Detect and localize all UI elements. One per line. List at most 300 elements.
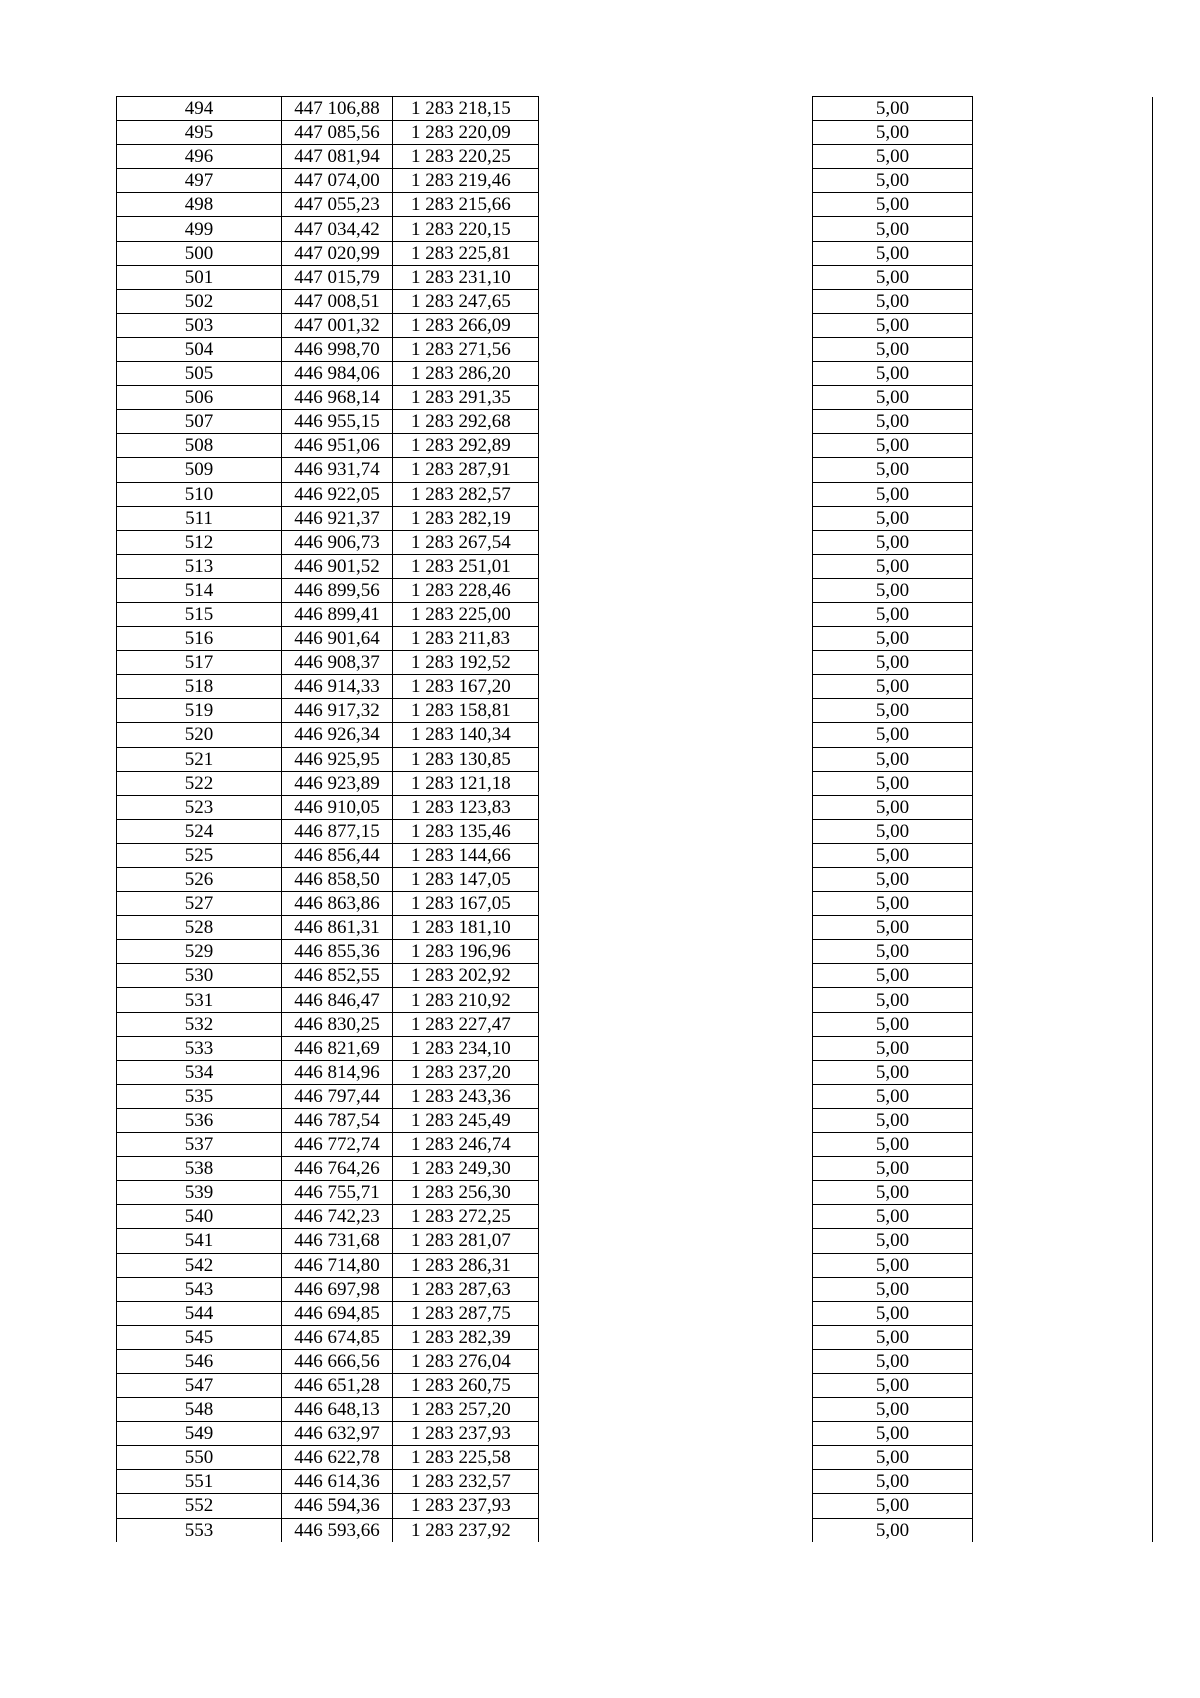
empty-cell [973, 627, 1153, 651]
table-row [117, 169, 1153, 193]
table-row [117, 530, 1153, 554]
empty-cell [539, 97, 813, 121]
table-row [117, 675, 1153, 699]
table-row [117, 1325, 1153, 1349]
y-coordinate-cell: 1 283 282,19 [393, 506, 539, 530]
y-coordinate-cell: 1 283 211,83 [393, 627, 539, 651]
y-coordinate-cell: 1 283 237,20 [393, 1060, 539, 1084]
value-cell: 5,00 [813, 843, 973, 867]
empty-cell [539, 747, 813, 771]
x-coordinate-cell: 446 797,44 [282, 1084, 393, 1108]
value-cell: 5,00 [813, 458, 973, 482]
y-coordinate-cell: 1 283 215,66 [393, 193, 539, 217]
x-coordinate-cell: 446 614,36 [282, 1470, 393, 1494]
table-row [117, 723, 1153, 747]
empty-cell [973, 458, 1153, 482]
empty-cell [539, 554, 813, 578]
empty-cell [973, 482, 1153, 506]
y-coordinate-cell: 1 283 220,15 [393, 217, 539, 241]
table-row [117, 868, 1153, 892]
table-row [117, 289, 1153, 313]
x-coordinate-cell: 447 106,88 [282, 97, 393, 121]
y-coordinate-cell: 1 283 286,20 [393, 362, 539, 386]
x-coordinate-cell: 446 772,74 [282, 1133, 393, 1157]
table-row [117, 1012, 1153, 1036]
table-row [117, 1181, 1153, 1205]
table-row [117, 916, 1153, 940]
point-number-cell: 508 [117, 434, 282, 458]
empty-cell [973, 193, 1153, 217]
x-coordinate-cell: 447 055,23 [282, 193, 393, 217]
empty-cell [973, 1325, 1153, 1349]
y-coordinate-cell: 1 283 218,15 [393, 97, 539, 121]
y-coordinate-cell: 1 283 123,83 [393, 795, 539, 819]
empty-cell [973, 169, 1153, 193]
value-cell: 5,00 [813, 1277, 973, 1301]
table-row [117, 458, 1153, 482]
x-coordinate-cell: 446 925,95 [282, 747, 393, 771]
empty-cell [973, 1277, 1153, 1301]
point-number-cell: 507 [117, 410, 282, 434]
table-row [117, 1518, 1153, 1542]
value-cell: 5,00 [813, 434, 973, 458]
x-coordinate-cell: 446 821,69 [282, 1036, 393, 1060]
point-number-cell: 519 [117, 699, 282, 723]
table-row [117, 747, 1153, 771]
value-cell: 5,00 [813, 217, 973, 241]
empty-cell [539, 819, 813, 843]
point-number-cell: 548 [117, 1398, 282, 1422]
point-number-cell: 553 [117, 1518, 282, 1542]
table-row [117, 145, 1153, 169]
y-coordinate-cell: 1 283 220,09 [393, 121, 539, 145]
empty-cell [539, 1253, 813, 1277]
x-coordinate-cell: 447 015,79 [282, 265, 393, 289]
empty-cell [973, 1229, 1153, 1253]
value-cell: 5,00 [813, 193, 973, 217]
x-coordinate-cell: 446 632,97 [282, 1422, 393, 1446]
value-cell: 5,00 [813, 337, 973, 361]
value-cell: 5,00 [813, 699, 973, 723]
table-row [117, 1373, 1153, 1397]
point-number-cell: 516 [117, 627, 282, 651]
empty-cell [539, 410, 813, 434]
point-number-cell: 533 [117, 1036, 282, 1060]
y-coordinate-cell: 1 283 272,25 [393, 1205, 539, 1229]
x-coordinate-cell: 446 914,33 [282, 675, 393, 699]
value-cell: 5,00 [813, 410, 973, 434]
y-coordinate-cell: 1 283 282,57 [393, 482, 539, 506]
x-coordinate-cell: 446 899,56 [282, 578, 393, 602]
value-cell: 5,00 [813, 1301, 973, 1325]
value-cell: 5,00 [813, 362, 973, 386]
table-row [117, 265, 1153, 289]
y-coordinate-cell: 1 283 144,66 [393, 843, 539, 867]
x-coordinate-cell: 446 984,06 [282, 362, 393, 386]
table-row [117, 578, 1153, 602]
empty-cell [973, 723, 1153, 747]
point-number-cell: 530 [117, 964, 282, 988]
table-row [117, 1253, 1153, 1277]
x-coordinate-cell: 446 856,44 [282, 843, 393, 867]
y-coordinate-cell: 1 283 167,20 [393, 675, 539, 699]
value-cell: 5,00 [813, 1205, 973, 1229]
y-coordinate-cell: 1 283 276,04 [393, 1349, 539, 1373]
x-coordinate-cell: 446 674,85 [282, 1325, 393, 1349]
x-coordinate-cell: 446 714,80 [282, 1253, 393, 1277]
x-coordinate-cell: 447 081,94 [282, 145, 393, 169]
x-coordinate-cell: 446 830,25 [282, 1012, 393, 1036]
y-coordinate-cell: 1 283 286,31 [393, 1253, 539, 1277]
empty-cell [973, 1133, 1153, 1157]
point-number-cell: 535 [117, 1084, 282, 1108]
table-row [117, 1494, 1153, 1518]
y-coordinate-cell: 1 283 287,75 [393, 1301, 539, 1325]
x-coordinate-cell: 447 074,00 [282, 169, 393, 193]
value-cell: 5,00 [813, 916, 973, 940]
y-coordinate-cell: 1 283 181,10 [393, 916, 539, 940]
point-number-cell: 497 [117, 169, 282, 193]
empty-cell [539, 434, 813, 458]
y-coordinate-cell: 1 283 231,10 [393, 265, 539, 289]
empty-cell [973, 1373, 1153, 1397]
y-coordinate-cell: 1 283 227,47 [393, 1012, 539, 1036]
value-cell: 5,00 [813, 1349, 973, 1373]
table-row [117, 988, 1153, 1012]
y-coordinate-cell: 1 283 196,96 [393, 940, 539, 964]
empty-cell [973, 747, 1153, 771]
empty-cell [539, 1398, 813, 1422]
empty-cell [973, 362, 1153, 386]
point-number-cell: 495 [117, 121, 282, 145]
x-coordinate-cell: 446 923,89 [282, 771, 393, 795]
empty-cell [539, 337, 813, 361]
value-cell: 5,00 [813, 723, 973, 747]
empty-cell [539, 121, 813, 145]
value-cell: 5,00 [813, 530, 973, 554]
empty-cell [973, 313, 1153, 337]
value-cell: 5,00 [813, 169, 973, 193]
table-row [117, 1157, 1153, 1181]
point-number-cell: 542 [117, 1253, 282, 1277]
value-cell: 5,00 [813, 1181, 973, 1205]
point-number-cell: 496 [117, 145, 282, 169]
empty-cell [539, 843, 813, 867]
table-row [117, 1205, 1153, 1229]
y-coordinate-cell: 1 283 292,68 [393, 410, 539, 434]
table-row [117, 940, 1153, 964]
table-row [117, 410, 1153, 434]
value-cell: 5,00 [813, 1157, 973, 1181]
y-coordinate-cell: 1 283 256,30 [393, 1181, 539, 1205]
table-row [117, 627, 1153, 651]
empty-cell [973, 1012, 1153, 1036]
table-row [117, 482, 1153, 506]
value-cell: 5,00 [813, 964, 973, 988]
y-coordinate-cell: 1 283 234,10 [393, 1036, 539, 1060]
table-row [117, 1108, 1153, 1132]
point-number-cell: 494 [117, 97, 282, 121]
value-cell: 5,00 [813, 747, 973, 771]
value-cell: 5,00 [813, 578, 973, 602]
empty-cell [539, 578, 813, 602]
x-coordinate-cell: 446 622,78 [282, 1446, 393, 1470]
point-number-cell: 538 [117, 1157, 282, 1181]
empty-cell [973, 892, 1153, 916]
empty-cell [539, 1181, 813, 1205]
x-coordinate-cell: 446 998,70 [282, 337, 393, 361]
value-cell: 5,00 [813, 1253, 973, 1277]
empty-cell [973, 289, 1153, 313]
point-number-cell: 499 [117, 217, 282, 241]
x-coordinate-cell: 446 901,52 [282, 554, 393, 578]
table-row [117, 795, 1153, 819]
value-cell: 5,00 [813, 1494, 973, 1518]
empty-cell [539, 265, 813, 289]
x-coordinate-cell: 446 926,34 [282, 723, 393, 747]
value-cell: 5,00 [813, 241, 973, 265]
point-number-cell: 522 [117, 771, 282, 795]
y-coordinate-cell: 1 283 281,07 [393, 1229, 539, 1253]
value-cell: 5,00 [813, 627, 973, 651]
empty-cell [973, 675, 1153, 699]
x-coordinate-cell: 446 814,96 [282, 1060, 393, 1084]
y-coordinate-cell: 1 283 251,01 [393, 554, 539, 578]
empty-cell [973, 121, 1153, 145]
empty-cell [539, 723, 813, 747]
value-cell: 5,00 [813, 1108, 973, 1132]
empty-cell [539, 1108, 813, 1132]
x-coordinate-cell: 446 651,28 [282, 1373, 393, 1397]
x-coordinate-cell: 446 951,06 [282, 434, 393, 458]
y-coordinate-cell: 1 283 267,54 [393, 530, 539, 554]
point-number-cell: 528 [117, 916, 282, 940]
x-coordinate-cell: 446 694,85 [282, 1301, 393, 1325]
x-coordinate-cell: 446 901,64 [282, 627, 393, 651]
table-row [117, 313, 1153, 337]
empty-cell [539, 1325, 813, 1349]
point-number-cell: 529 [117, 940, 282, 964]
table-row [117, 1398, 1153, 1422]
x-coordinate-cell: 446 910,05 [282, 795, 393, 819]
x-coordinate-cell: 446 764,26 [282, 1157, 393, 1181]
y-coordinate-cell: 1 283 140,34 [393, 723, 539, 747]
empty-cell [973, 506, 1153, 530]
empty-cell [539, 1301, 813, 1325]
empty-cell [973, 1301, 1153, 1325]
y-coordinate-cell: 1 283 243,36 [393, 1084, 539, 1108]
y-coordinate-cell: 1 283 130,85 [393, 747, 539, 771]
empty-cell [539, 1470, 813, 1494]
empty-cell [539, 795, 813, 819]
point-number-cell: 511 [117, 506, 282, 530]
y-coordinate-cell: 1 283 232,57 [393, 1470, 539, 1494]
point-number-cell: 546 [117, 1349, 282, 1373]
x-coordinate-cell: 446 858,50 [282, 868, 393, 892]
point-number-cell: 506 [117, 386, 282, 410]
empty-cell [539, 1422, 813, 1446]
point-number-cell: 505 [117, 362, 282, 386]
empty-cell [539, 289, 813, 313]
point-number-cell: 551 [117, 1470, 282, 1494]
y-coordinate-cell: 1 283 282,39 [393, 1325, 539, 1349]
empty-cell [973, 1036, 1153, 1060]
empty-cell [539, 627, 813, 651]
empty-cell [973, 1205, 1153, 1229]
empty-cell [539, 771, 813, 795]
empty-cell [973, 578, 1153, 602]
value-cell: 5,00 [813, 940, 973, 964]
point-number-cell: 521 [117, 747, 282, 771]
value-cell: 5,00 [813, 1084, 973, 1108]
value-cell: 5,00 [813, 1060, 973, 1084]
value-cell: 5,00 [813, 289, 973, 313]
y-coordinate-cell: 1 283 266,09 [393, 313, 539, 337]
empty-cell [539, 1518, 813, 1542]
point-number-cell: 540 [117, 1205, 282, 1229]
value-cell: 5,00 [813, 506, 973, 530]
empty-cell [539, 988, 813, 1012]
value-cell: 5,00 [813, 651, 973, 675]
table-row [117, 1422, 1153, 1446]
point-number-cell: 532 [117, 1012, 282, 1036]
empty-cell [973, 241, 1153, 265]
value-cell: 5,00 [813, 97, 973, 121]
x-coordinate-cell: 446 917,32 [282, 699, 393, 723]
x-coordinate-cell: 446 855,36 [282, 940, 393, 964]
table-row [117, 819, 1153, 843]
y-coordinate-cell: 1 283 210,92 [393, 988, 539, 1012]
table-row [117, 1277, 1153, 1301]
point-number-cell: 539 [117, 1181, 282, 1205]
point-number-cell: 510 [117, 482, 282, 506]
empty-cell [539, 217, 813, 241]
empty-cell [973, 771, 1153, 795]
point-number-cell: 552 [117, 1494, 282, 1518]
empty-cell [539, 1494, 813, 1518]
value-cell: 5,00 [813, 1012, 973, 1036]
empty-cell [973, 337, 1153, 361]
y-coordinate-cell: 1 283 287,63 [393, 1277, 539, 1301]
empty-cell [973, 265, 1153, 289]
empty-cell [539, 482, 813, 506]
y-coordinate-cell: 1 283 237,93 [393, 1494, 539, 1518]
empty-cell [539, 1157, 813, 1181]
table-row [117, 1133, 1153, 1157]
y-coordinate-cell: 1 283 121,18 [393, 771, 539, 795]
empty-cell [973, 386, 1153, 410]
point-number-cell: 513 [117, 554, 282, 578]
empty-cell [973, 1470, 1153, 1494]
empty-cell [539, 1084, 813, 1108]
point-number-cell: 549 [117, 1422, 282, 1446]
table-row [117, 1301, 1153, 1325]
empty-cell [539, 241, 813, 265]
x-coordinate-cell: 446 755,71 [282, 1181, 393, 1205]
value-cell: 5,00 [813, 1422, 973, 1446]
empty-cell [539, 868, 813, 892]
point-number-cell: 509 [117, 458, 282, 482]
empty-cell [973, 1494, 1153, 1518]
table-row [117, 554, 1153, 578]
empty-cell [973, 868, 1153, 892]
value-cell: 5,00 [813, 313, 973, 337]
y-coordinate-cell: 1 283 260,75 [393, 1373, 539, 1397]
value-cell: 5,00 [813, 675, 973, 699]
y-coordinate-cell: 1 283 245,49 [393, 1108, 539, 1132]
y-coordinate-cell: 1 283 228,46 [393, 578, 539, 602]
value-cell: 5,00 [813, 868, 973, 892]
empty-cell [539, 651, 813, 675]
empty-cell [973, 819, 1153, 843]
x-coordinate-cell: 446 899,41 [282, 602, 393, 626]
y-coordinate-cell: 1 283 246,74 [393, 1133, 539, 1157]
empty-cell [539, 530, 813, 554]
empty-cell [973, 217, 1153, 241]
empty-cell [973, 940, 1153, 964]
table-row [117, 1446, 1153, 1470]
empty-cell [539, 458, 813, 482]
table-row [117, 1349, 1153, 1373]
x-coordinate-cell: 446 648,13 [282, 1398, 393, 1422]
y-coordinate-cell: 1 283 192,52 [393, 651, 539, 675]
y-coordinate-cell: 1 283 135,46 [393, 819, 539, 843]
point-number-cell: 524 [117, 819, 282, 843]
x-coordinate-cell: 446 921,37 [282, 506, 393, 530]
y-coordinate-cell: 1 283 287,91 [393, 458, 539, 482]
value-cell: 5,00 [813, 1518, 973, 1542]
coordinates-table [116, 96, 1153, 1542]
table-row [117, 97, 1153, 121]
empty-cell [539, 1349, 813, 1373]
empty-cell [973, 1181, 1153, 1205]
table-row [117, 1084, 1153, 1108]
empty-cell [539, 1446, 813, 1470]
point-number-cell: 515 [117, 602, 282, 626]
x-coordinate-cell: 446 931,74 [282, 458, 393, 482]
empty-cell [973, 964, 1153, 988]
table-row [117, 217, 1153, 241]
point-number-cell: 527 [117, 892, 282, 916]
empty-cell [973, 434, 1153, 458]
empty-cell [539, 964, 813, 988]
empty-cell [973, 1398, 1153, 1422]
y-coordinate-cell: 1 283 247,65 [393, 289, 539, 313]
empty-cell [539, 1229, 813, 1253]
x-coordinate-cell: 446 968,14 [282, 386, 393, 410]
x-coordinate-cell: 446 697,98 [282, 1277, 393, 1301]
value-cell: 5,00 [813, 554, 973, 578]
empty-cell [539, 699, 813, 723]
table-row [117, 602, 1153, 626]
x-coordinate-cell: 446 852,55 [282, 964, 393, 988]
empty-cell [973, 651, 1153, 675]
x-coordinate-cell: 446 863,86 [282, 892, 393, 916]
empty-cell [539, 1205, 813, 1229]
x-coordinate-cell: 446 922,05 [282, 482, 393, 506]
value-cell: 5,00 [813, 1373, 973, 1397]
empty-cell [973, 1422, 1153, 1446]
value-cell: 5,00 [813, 819, 973, 843]
y-coordinate-cell: 1 283 292,89 [393, 434, 539, 458]
empty-cell [973, 988, 1153, 1012]
empty-cell [973, 1108, 1153, 1132]
point-number-cell: 518 [117, 675, 282, 699]
table-row [117, 699, 1153, 723]
empty-cell [539, 145, 813, 169]
empty-cell [973, 1349, 1153, 1373]
table-row [117, 362, 1153, 386]
